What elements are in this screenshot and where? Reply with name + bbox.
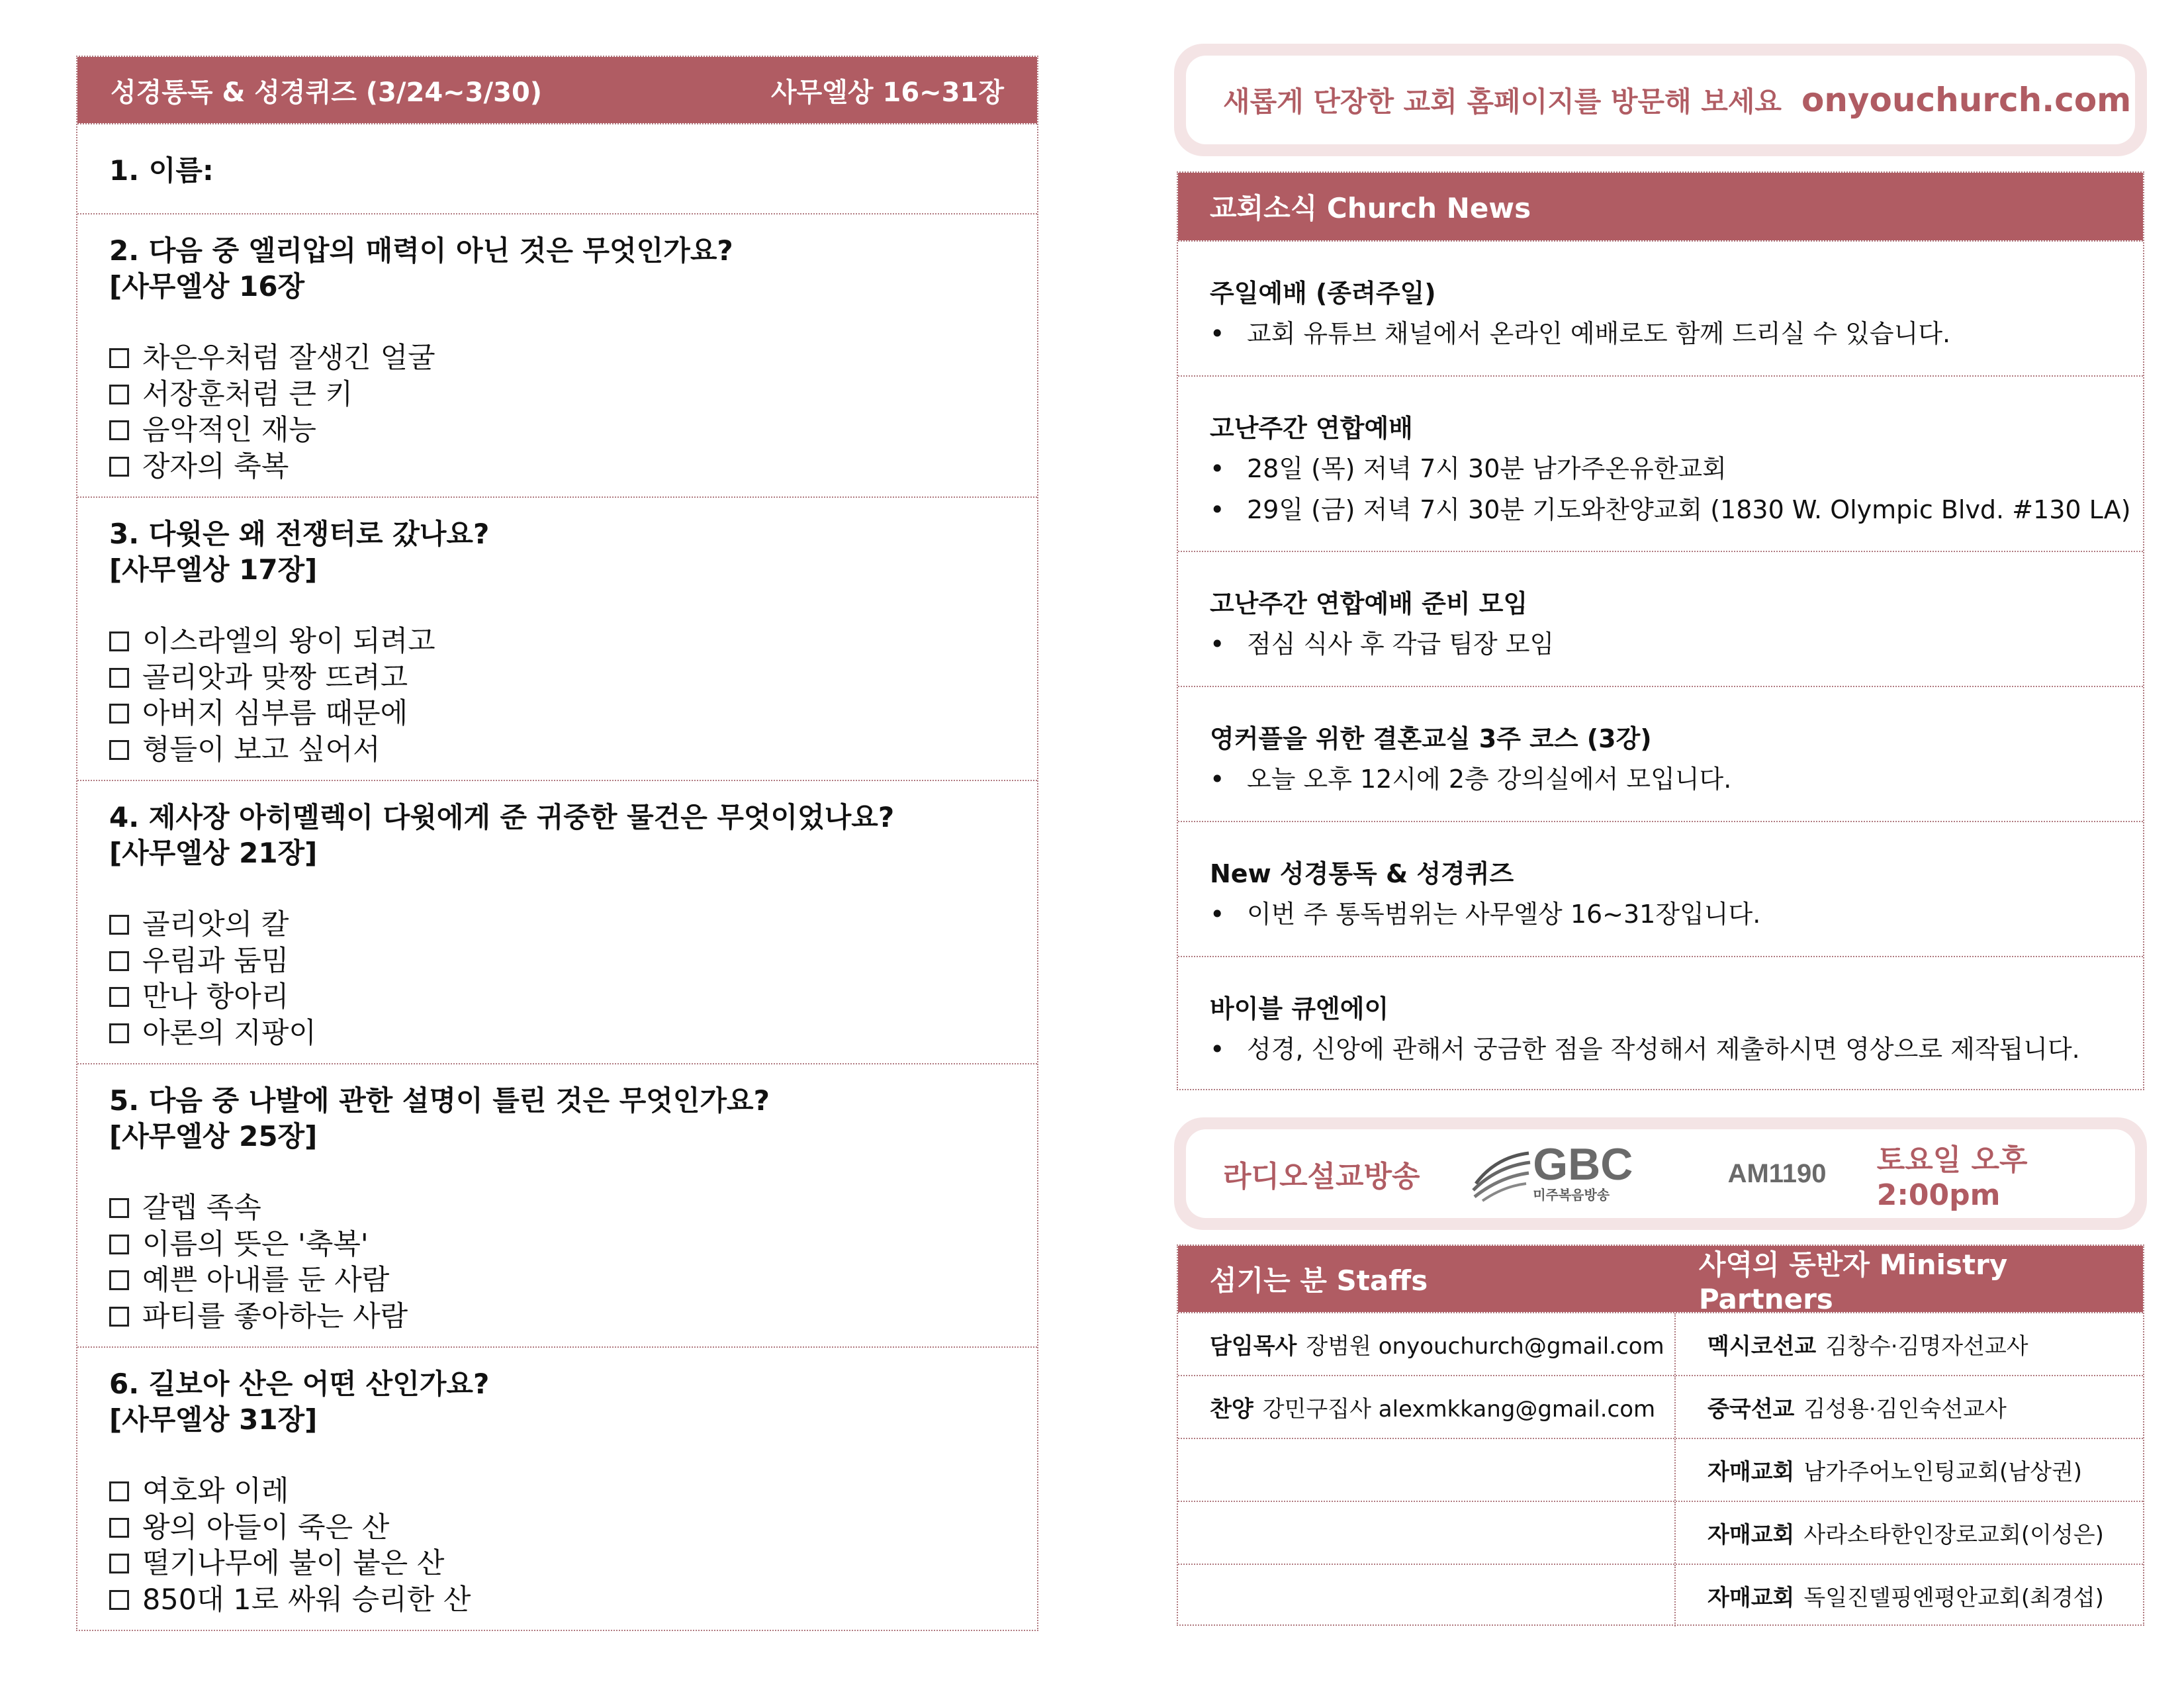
checkbox-icon[interactable] [109,1481,129,1501]
website-banner-text: 새롭게 단장한 교회 홈페이지를 방문해 보세요 [1223,85,1782,118]
checkbox-icon[interactable] [109,1307,129,1327]
news-bullet [1210,313,2143,354]
question-title: 5. 다음 중 나발에 관한 설명이 틀린 것은 무엇인가요? [109,1084,770,1117]
quiz-range: 사무엘상 16~31장 [771,77,1004,108]
checkbox-icon[interactable] [109,951,129,971]
quiz-option[interactable] [109,732,1037,769]
quiz-option-label: 우림과 둠밈 [142,944,289,978]
quiz-option-label: 갈렙 족속 [142,1192,261,1225]
bullet-dot-icon: • [1210,319,1225,348]
staff-row [1178,1312,2143,1375]
bullet-dot-icon: • [1210,454,1225,483]
news-item-title: 바이블 큐엔에이 [1210,994,1389,1023]
news-bullet [1210,448,2143,489]
checkbox-icon[interactable] [109,1023,129,1043]
news-bullet-text: 오늘 오후 12시에 2층 강의실에서 모입니다. [1247,765,1732,794]
checkbox-icon[interactable] [109,385,129,404]
news-bullet [1210,489,2143,530]
quiz-option-label: 장자의 축복 [142,449,289,483]
quiz-question [77,780,1037,1063]
question-options [109,340,1037,485]
news-bullet-text: 28일 (목) 저녁 7시 30분 남가주온유한교회 [1247,454,1727,483]
quiz-option[interactable] [109,660,1037,696]
bible-quiz-panel [76,56,1038,1631]
partner-info: 독일진델핑엔평안교회(최경섭) [1803,1585,2104,1611]
staff-info: 장범원 onyouchurch@gmail.com [1306,1333,1664,1360]
partner-cell [1676,1565,2104,1626]
partner-info: 사라소타한인장로교회(이성은) [1803,1522,2104,1548]
question-reference: [사무엘상 31장] [109,1403,318,1436]
quiz-option-label: 음악적인 재능 [142,414,316,447]
staff-header-left: 섬기는 분 Staffs [1210,1264,1428,1297]
news-item [1178,375,2143,551]
checkbox-icon[interactable] [109,668,129,688]
staff-cell [1178,1439,1676,1501]
partner-cell [1676,1313,2028,1375]
question-title: 4. 제사장 아히멜렉이 다윗에게 준 귀중한 물건은 무엇이었나요? [109,801,895,833]
partner-info: 김창수·김명자선교사 [1825,1333,2028,1360]
radio-frequency: AM1190 [1727,1158,1827,1188]
quiz-option[interactable] [109,624,1037,660]
staff-cell [1178,1376,1676,1438]
quiz-option-label: 아론의 지팡이 [142,1016,316,1050]
news-bullet-text: 점심 식사 후 각급 팀장 모임 [1247,630,1555,659]
quiz-option[interactable] [109,943,1037,980]
quiz-option[interactable] [109,1582,1037,1618]
partner-info: 김성용·김인숙선교사 [1803,1396,2007,1423]
checkbox-icon[interactable] [109,704,129,724]
partner-cell [1676,1502,2104,1564]
name-field[interactable] [77,123,1037,213]
partner-role: 중국선교 [1707,1396,1795,1423]
quiz-option[interactable] [109,1546,1037,1582]
news-header: 교회소식 Church News [1178,173,2143,240]
staff-cell [1178,1565,1676,1626]
staff-info: 강민구집사 alexmkkang@gmail.com [1262,1396,1656,1423]
staff-cell [1178,1502,1676,1564]
checkbox-icon[interactable] [109,632,129,651]
quiz-question [77,496,1037,780]
news-bullet [1210,759,2143,800]
quiz-option-label: 이스라엘의 왕이 되려고 [142,625,435,658]
question-reference: [사무엘상 17장] [109,553,318,586]
quiz-option-label: 차은우처럼 잘생긴 얼굴 [142,342,435,375]
news-item [1178,240,2143,375]
news-bullet-text: 성경, 신앙에 관해서 궁금한 점을 작성해서 제출하시면 영상으로 제작됩니다. [1247,1035,2080,1064]
checkbox-icon[interactable] [109,987,129,1007]
quiz-option[interactable] [109,412,1037,449]
partner-role: 자매교회 [1707,1522,1795,1548]
checkbox-icon[interactable] [109,1590,129,1610]
quiz-option[interactable] [109,1015,1037,1052]
news-item [1178,686,2143,821]
bullet-dot-icon: • [1210,765,1225,794]
question-options [109,907,1037,1051]
quiz-question [77,1063,1037,1346]
radio-banner [1174,1117,2147,1230]
news-item-title: 고난주간 연합예배 [1210,414,1413,443]
checkbox-icon[interactable] [109,740,129,760]
gbc-logo [1469,1139,1727,1203]
radio-time: 토요일 오후 2:00pm [1876,1143,2028,1212]
quiz-option[interactable] [109,696,1037,732]
name-label: 1. 이름: [109,154,214,187]
staff-role: 찬양 [1210,1396,1253,1423]
checkbox-icon[interactable] [109,1270,129,1290]
bullet-dot-icon: • [1210,1035,1225,1064]
quiz-title: 성경통독 & 성경퀴즈 (3/24~3/30) [111,77,543,108]
partner-role: 자매교회 [1707,1459,1795,1485]
news-item [1178,821,2143,956]
quiz-option-label: 파티를 좋아하는 사람 [142,1299,408,1333]
quiz-option-label: 형들이 보고 싶어서 [142,733,381,767]
news-bullet [1210,1029,2143,1070]
question-reference: [사무엘상 25장] [109,1120,318,1152]
checkbox-icon[interactable] [109,1518,129,1538]
checkbox-icon[interactable] [109,348,129,368]
quiz-option-label: 골리앗과 맞짱 뜨려고 [142,661,408,694]
quiz-option-label: 이름의 뜻은 '축복' [142,1227,369,1261]
bullet-dot-icon: • [1210,630,1225,659]
website-banner [1174,44,2147,156]
quiz-option[interactable] [109,979,1037,1015]
question-title: 3. 다윗은 왜 전쟁터로 갔나요? [109,518,490,550]
gbc-logo-subtext: 미주복음방송 [1533,1186,1610,1203]
bullet-dot-icon: • [1210,900,1225,929]
quiz-question [77,1346,1037,1630]
news-bullet-text: 29일 (금) 저녁 7시 30분 기도와찬양교회 (1830 W. Olympic Blvd. #130 LA) [1247,495,2131,524]
partner-info: 남가주어노인팅교회(남상권) [1803,1459,2083,1485]
globe-icon [1469,1144,1533,1203]
quiz-option-label: 예쁜 아내를 둔 사람 [142,1264,390,1297]
news-item-title: 고난주간 연합예배 준비 모임 [1210,589,1528,618]
news-bullet-text: 이번 주 통독범위는 사무엘상 16~31장입니다. [1247,900,1761,929]
quiz-option[interactable] [109,449,1037,485]
news-item [1178,956,2143,1091]
question-options [109,1474,1037,1618]
question-title: 2. 다음 중 엘리압의 매력이 아닌 것은 무엇인가요? [109,234,733,267]
quiz-header [77,57,1037,123]
quiz-option[interactable] [109,1474,1037,1510]
quiz-option-label: 골리앗의 칼 [142,908,289,941]
news-item-title: New 성경통독 & 성경퀴즈 [1210,859,1514,888]
partner-role: 자매교회 [1707,1585,1795,1611]
news-item-title: 영커플을 위한 결혼교실 3주 코스 (3강) [1210,724,1652,753]
quiz-option[interactable] [109,1227,1037,1263]
checkbox-icon[interactable] [109,420,129,440]
quiz-option-label: 여호와 이레 [142,1475,289,1508]
quiz-question [77,213,1037,496]
radio-label: 라디오설교방송 [1223,1160,1420,1194]
staff-header-right: 사역의 동반자 Ministry Partners [1698,1248,2008,1315]
checkbox-icon[interactable] [109,457,129,477]
staff-row [1178,1501,2143,1564]
quiz-option-label: 850대 1로 싸워 승리한 산 [142,1583,471,1617]
partner-cell [1676,1439,2082,1501]
question-reference: [사무엘상 16장 [109,270,305,303]
website-url-link[interactable]: onyouchurch.com [1801,81,2132,119]
quiz-option-label: 왕의 아들이 죽은 산 [142,1511,390,1544]
staff-row [1178,1564,2143,1626]
checkbox-icon[interactable] [109,1235,129,1254]
church-news-panel [1177,171,2144,1090]
quiz-option[interactable] [109,1190,1037,1227]
checkbox-icon[interactable] [109,1554,129,1573]
question-options [109,1190,1037,1335]
partner-role: 멕시코선교 [1707,1333,1817,1360]
quiz-option-label: 아버지 심부름 때문에 [142,697,408,730]
quiz-option[interactable] [109,1262,1037,1299]
staff-role: 담임목사 [1210,1333,1297,1360]
staff-row [1178,1438,2143,1501]
news-item-title: 주일예배 (종려주일) [1210,279,1436,308]
partner-cell [1676,1376,2007,1438]
gbc-logo-text: GBC [1533,1139,1633,1190]
bullet-dot-icon: • [1210,495,1225,524]
staff-row [1178,1375,2143,1438]
news-item [1178,551,2143,686]
news-bullet [1210,624,2143,665]
news-bullet [1210,894,2143,935]
quiz-option-label: 떨기나무에 불이 붙은 산 [142,1547,445,1580]
news-bullet-text: 교회 유튜브 채널에서 온라인 예배로도 함께 드리실 수 있습니다. [1247,319,1951,348]
quiz-option-label: 만나 항아리 [142,980,289,1013]
staff-cell [1178,1313,1676,1375]
staff-header [1178,1246,2143,1315]
checkbox-icon[interactable] [109,915,129,935]
quiz-option[interactable] [109,340,1037,377]
quiz-option[interactable] [109,377,1037,413]
quiz-option-label: 서장훈처럼 큰 키 [142,377,353,411]
question-options [109,624,1037,768]
question-reference: [사무엘상 21장] [109,837,318,869]
checkbox-icon[interactable] [109,1198,129,1218]
question-title: 6. 길보아 산은 어떤 산인가요? [109,1368,490,1400]
quiz-option[interactable] [109,1510,1037,1546]
quiz-option[interactable] [109,907,1037,943]
quiz-option[interactable] [109,1299,1037,1335]
staff-table [1177,1244,2144,1626]
